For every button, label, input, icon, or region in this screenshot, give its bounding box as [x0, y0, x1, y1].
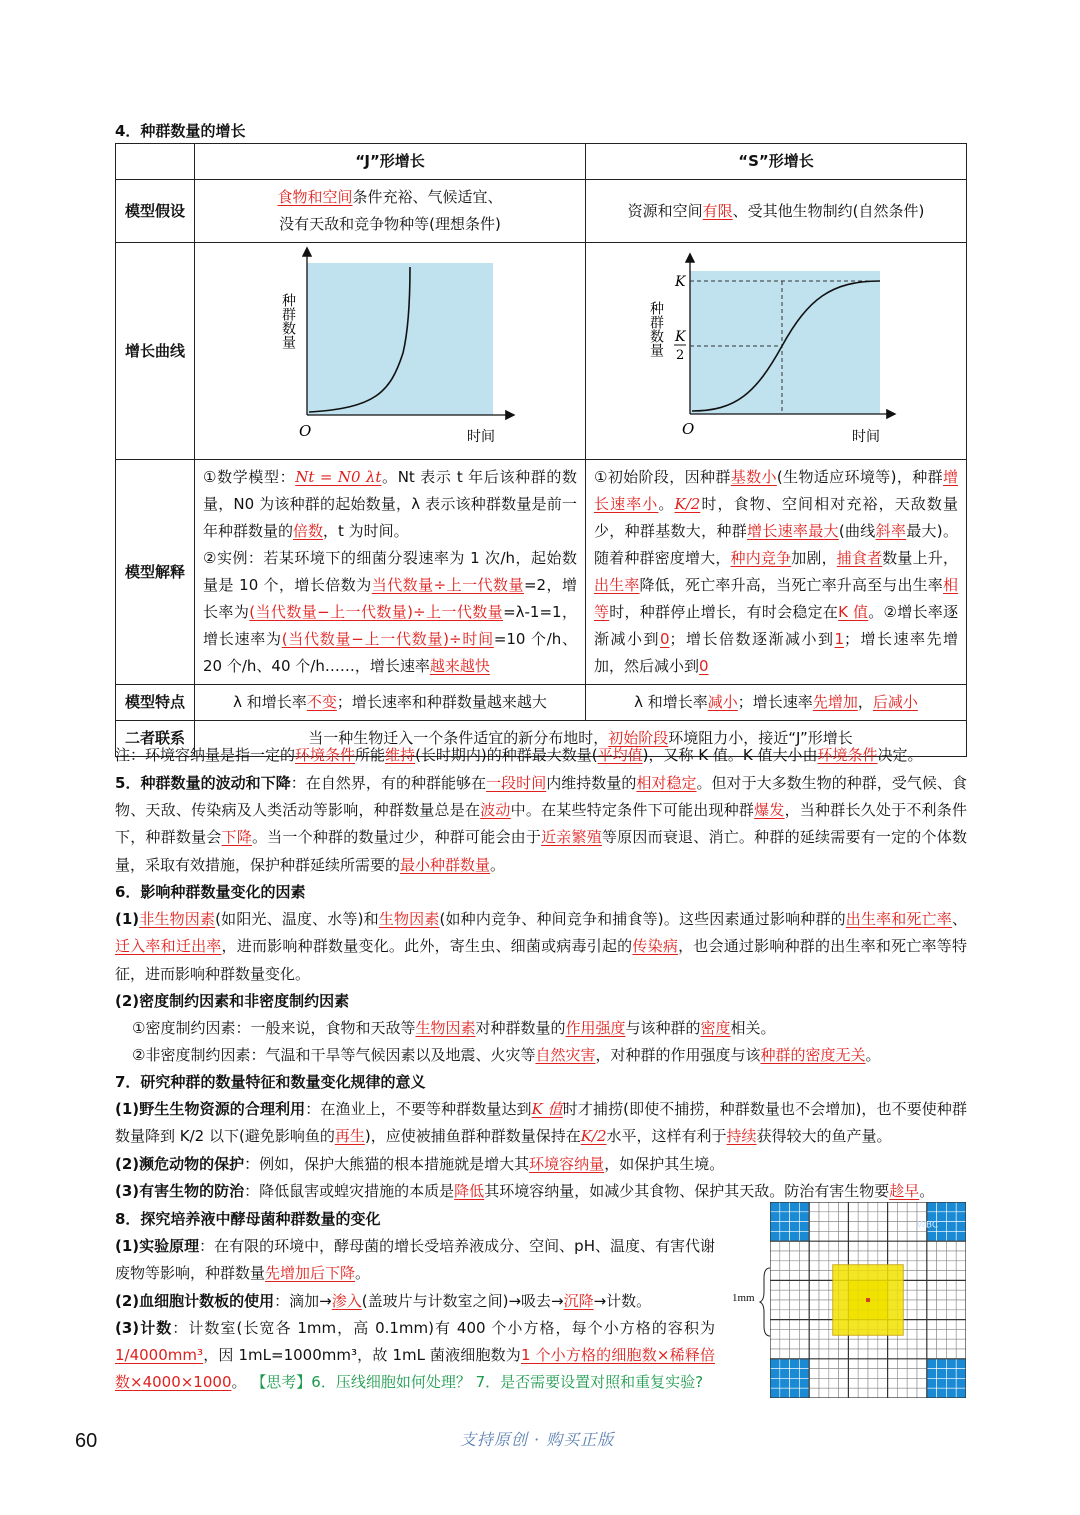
table-corner — [116, 144, 195, 180]
row-label-relation: 二者联系 — [116, 721, 195, 757]
row-label-explanation: 模型解释 — [116, 460, 195, 685]
section6-p1: (1)非生物因素(如阳光、温度、水等)和生物因素(如种内竞争、种间竞争和捕食等)。这些因素通过影响种群的出生率和死亡率、迁入率和迁出率，进而影响种群数量变化。此外，寄生虫、细菌或病毒引起的传染病，也会通过影响种群的出生率和死亡率等特征，进而影响种群数量变化。 — [115, 910, 967, 983]
s-origin: O — [682, 420, 695, 438]
footer-slogan: 支持原创 · 购买正版 — [460, 1430, 615, 1449]
j-y-label: 种群数量 — [280, 293, 296, 349]
section8-title: 8．探究培养液中酵母菌种群数量的变化 — [115, 1210, 381, 1228]
j-x-label: 时间 — [467, 429, 495, 445]
section8-p1: (1)实验原理：在有限的环境中，酵母菌的增长受培养液成分、空间、pH、温度、有害代谢废物等影响，种群数量先增加后下降。 — [115, 1237, 715, 1283]
header-j-growth: “J”形增长 — [195, 144, 586, 180]
section5-paragraph: 5．种群数量的波动和下降：在自然界，有的种群能够在一段时间内维持数量的相对稳定。但对于大多数生物的种群，受气候、食物、天敌、传染病及人类活动等影响，种群数量总是在波动中。在某些特定条件下可能出现种群爆发，当种群长久处于不利条件下，种群数量会下降。当一个种群的数量过少，种群可能会由于近亲繁殖等原因而衰退、消亡。种群的延续需要有一定的个体数量，采取有效措施，保护种群延续所需要的最小种群数量。 — [115, 774, 967, 874]
section8-p2: (2)血细胞计数板的使用：滴加→渗入(盖玻片与计数室之间)→吸去→沉降→计数。 — [115, 1291, 652, 1310]
grid-scale-label: 1mm — [732, 1292, 755, 1304]
counting-chamber-grid — [770, 1202, 966, 1398]
s-x-label: 时间 — [852, 429, 880, 445]
s-features: λ 和增长率减小；增长速率先增加，后减小 — [586, 685, 967, 721]
row-label-curve: 增长曲线 — [116, 243, 195, 460]
j-explanation: ①数学模型：Nt = N0 λt。Nt 表示 t 年后该种群的数量，N0 为该种群的起始数量，λ 表示该种群数量是前一年种群数量的倍数，t 为时间。 ②实例：若某环境下的细菌分裂速率为 1 次/h，起始数量是 10 个，增长倍数为当代数量÷上一代数量=2，增长率为(当代数量−上一代数量)÷上一代数量=λ-1=1，增长速率为(当代数量−上一代数量)÷时间=10 个/h、20 个/h、40 个/h……，增长速率越来越快 — [195, 460, 586, 685]
row-label-features: 模型特点 — [116, 685, 195, 721]
s-curve-figure — [586, 243, 967, 450]
grid-watermark: WBC — [917, 1220, 939, 1231]
s-explanation: ①初始阶段，因种群基数小(生物适应环境等)，种群增长速率小。K/2时，食物、空间相对充裕，天敌数量少，种群基数大，种群增长速率最大(曲线斜率最大)。随着种群密度增大，种内竞争加剧，捕食者数量上升，出生率降低，死亡率升高，当死亡率升高至与出生率相等时，种群停止增长，有时会稳定在K 值。②增长率逐渐减小到0；增长倍数逐渐减小到1；增长速率先增加，然后减小到0 — [586, 460, 967, 685]
s-assumption: 资源和空间有限、受其他生物制约(自然条件) — [586, 180, 967, 243]
row-label-assumption: 模型假设 — [116, 180, 195, 243]
section7 — [115, 1069, 967, 1205]
section4-title: 4．种群数量的增长 — [115, 122, 246, 140]
s-plot-area — [690, 271, 880, 414]
header-s-growth: “S”形增长 — [586, 144, 967, 180]
page-number: 60 — [75, 1430, 98, 1452]
relation-text: 当一种生物迁入一个条件适宜的新分布地时，初始阶段环境阻力小，接近“J”形增长 — [195, 721, 967, 757]
s-k2-denominator: 2 — [676, 348, 685, 363]
s-k-label: K — [675, 274, 686, 290]
s-k2-numerator: K — [675, 329, 686, 345]
section7-p2: (2)濒危动物的保护：例如，保护大熊猫的根本措施就是增大其环境容纳量，如保护其生境。 — [115, 1154, 725, 1173]
section7-p1: (1)野生生物资源的合理利用：在渔业上，不要等种群数量达到K 值时才捕捞(即使不捕捞，种群数量也不会增加)，也不要使种群数量降到 K/2 以下(避免影响鱼的再生)，应使被捕鱼群种群数量保持在K/2水平，这样有利于持续获得较大的鱼产量。 — [115, 1100, 967, 1146]
population-growth-table — [115, 143, 967, 757]
section7-title: 7．研究种群的数量特征和数量变化规律的意义 — [115, 1073, 426, 1091]
section6-title: 6．影响种群数量变化的因素 — [115, 883, 306, 901]
section8-p3: (3)计数：计数室(长宽各 1mm，高 0.1mm)有 400 个小方格，每个小方格的容积为1/4000mm³，因 1mL=1000mm³，故 1mL 菌液细胞数为1 个小方格的细胞数×稀释倍数×4000×1000。 【思考】6．压线细胞如何处理？ 7．是否需要设置对照和重复实验? — [115, 1318, 715, 1392]
j-plot-area — [307, 263, 493, 415]
k-value-note: 注：环境容纳量是指一定的环境条件所能维持(长时期内)的种群最大数量(平均值)，又称 K 值。K 值大小由环境条件决定。 — [115, 746, 923, 764]
j-assumption: 食物和空间条件充裕、气候适宜、 没有天敌和竞争物种等(理想条件) — [195, 180, 586, 243]
j-curve-cell — [195, 243, 586, 460]
section8 — [115, 1206, 715, 1396]
section6-p3: ①密度制约因素：一般来说，食物和天敌等生物因素对种群数量的作用强度与该种群的密度相关。 — [132, 1019, 776, 1038]
section6 — [115, 879, 967, 1069]
section7-p3: (3)有害生物的防治：降低鼠害或蝗灾措施的本质是降低其环境容纳量，如减少其食物、保护其天敌。防治有害生物要趁早。 — [115, 1181, 935, 1200]
j-curve-figure — [195, 243, 586, 450]
s-curve-cell — [586, 243, 967, 460]
j-origin: O — [299, 422, 312, 440]
s-y-label: 种群数量 — [648, 301, 664, 357]
section6-p4: ②非密度制约因素：气温和干旱等气候因素以及地震、火灾等自然灾害，对种群的作用强度与该种群的密度无关。 — [132, 1046, 881, 1065]
section6-p2-title: (2)密度制约因素和非密度制约因素 — [115, 991, 350, 1010]
j-features: λ 和增长率不变；增长速率和种群数量越来越大 — [195, 685, 586, 721]
